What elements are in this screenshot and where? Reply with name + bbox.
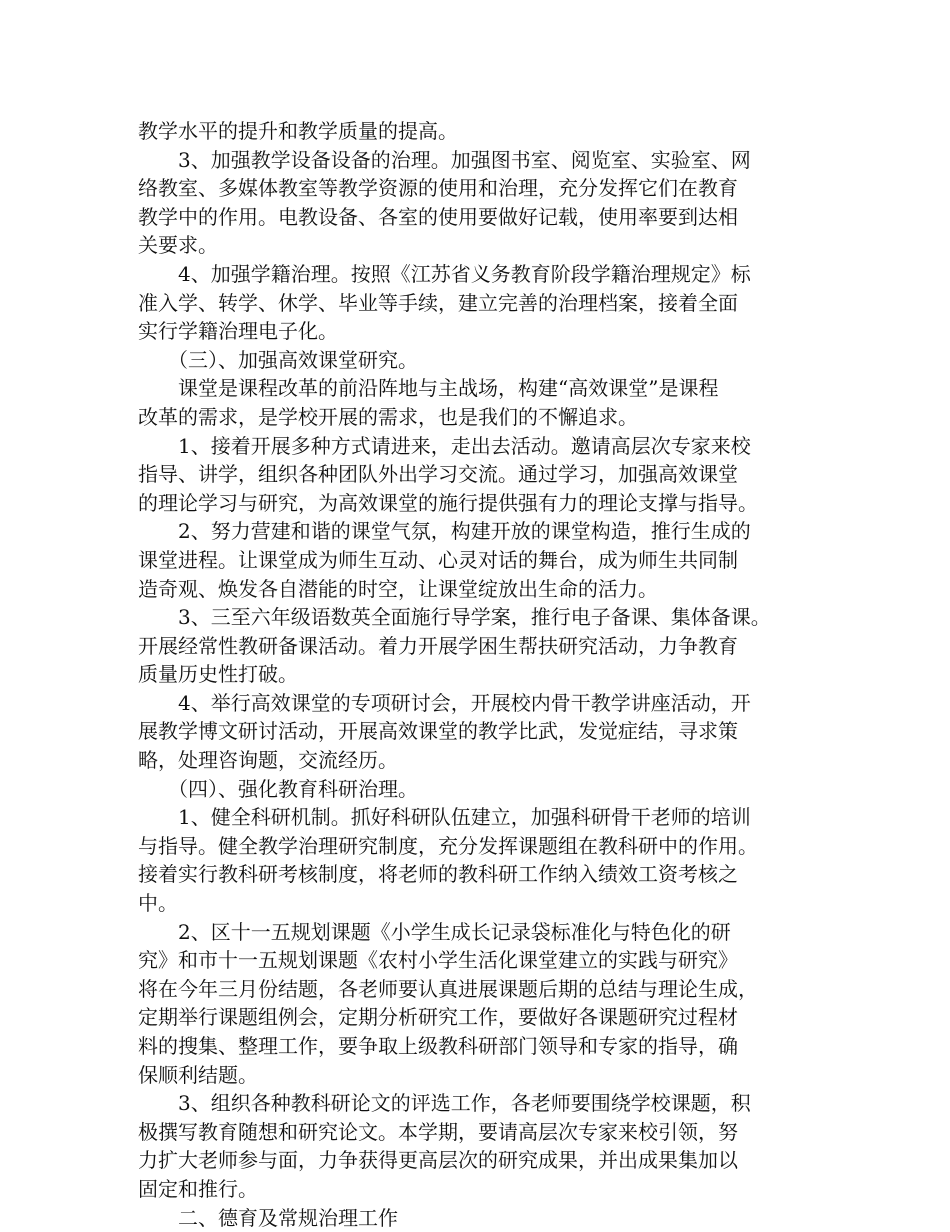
text-line: 3、加强教学设备设备的治理。加强图书室、阅览室、实验室、网 [138, 147, 751, 172]
text-line: 络教室、多媒体教室等教学资源的使用和治理，充分发挥它们在教育 [138, 176, 738, 201]
text-line: 教学水平的提升和教学质量的提高。 [138, 119, 458, 143]
text-line: 中。 [138, 891, 178, 916]
text-line: 固定和推行。 [138, 1176, 258, 1201]
text-line: 4、举行高效课堂的专项研讨会，开展校内骨干教学讲座活动，开 [138, 690, 751, 715]
text-line: 极撰写教育随想和研究论文。本学期，要请高层次专家来校引领，努 [138, 1119, 738, 1144]
text-line: 力扩大老师参与面，力争获得更高层次的研究成果，并出成果集加以 [138, 1148, 738, 1173]
text-line: 的理论学习与研究，为高效课堂的施行提供强有力的理论支撑与指导。 [138, 490, 758, 515]
text-line: 定期举行课题组例会，定期分析研究工作，要做好各课题研究过程材 [138, 1005, 738, 1030]
text-line: 开展经常性教研备课活动。着力开展学困生帮扶研究活动，力争教育 [138, 633, 738, 658]
text-line: 指导、讲学，组织各种团队外出学习交流。通过学习，加强高效课堂 [138, 462, 738, 487]
text-line: 3、三至六年级语数英全面施行导学案，推行电子备课、集体备课。 [138, 605, 771, 630]
text-line: 质量历史性打破。 [138, 662, 298, 687]
text-line: 将在今年三月份结题，各老师要认真进展课题后期的总结与理论生成， [138, 976, 758, 1001]
document-body [138, 117, 818, 1232]
text-line: 2、区十一五规划课题《小学生成长记录袋标准化与特色化的研 [138, 919, 731, 944]
section-heading: 二、德育及常规治理工作 [138, 1205, 398, 1230]
text-line: 教学中的作用。电教设备、各室的使用要做好记载，使用率要到达相 [138, 204, 738, 229]
text-line: 4、加强学籍治理。按照《江苏省义务教育阶段学籍治理规定》标 [138, 261, 751, 286]
text-line: 略，处理咨询题，交流经历。 [138, 748, 398, 773]
text-line: 造奇观、焕发各自潜能的时空，让课堂绽放出生命的活力。 [138, 576, 658, 601]
text-line: 与指导。健全教学治理研究制度，充分发挥课题组在教科研中的作用。 [138, 833, 758, 858]
text-line: 课堂进程。让课堂成为师生互动、心灵对话的舞台，成为师生共同制 [138, 547, 738, 572]
text-line: 实行学籍治理电子化。 [138, 319, 338, 344]
text-line: 保顺利结题。 [138, 1062, 258, 1087]
text-line: 3、组织各种教科研论文的评选工作，各老师要围绕学校课题，积 [138, 1091, 751, 1116]
text-line: 关要求。 [138, 233, 218, 258]
text-line: 准入学、转学、休学、毕业等手续，建立完善的治理档案，接着全面 [138, 290, 738, 315]
text-line: 究》和市十一五规划课题《农村小学生活化课堂建立的实践与研究》 [138, 948, 738, 973]
text-line: 改革的需求，是学校开展的需求，也是我们的不懈追求。 [138, 404, 638, 429]
text-line: 料的搜集、整理工作，要争取上级教科研部门领导和专家的指导，确 [138, 1034, 738, 1058]
text-line: 课堂是课程改革的前沿阵地与主战场，构建“高效课堂”是课程 [138, 376, 719, 401]
text-line: 1、健全科研机制。抓好科研队伍建立，加强科研骨干老师的培训 [138, 805, 751, 830]
text-line: 2、努力营建和谐的课堂气氛，构建开放的课堂构造，推行生成的 [138, 519, 751, 544]
text-line: 1、接着开展多种方式请进来，走出去活动。邀请高层次专家来校 [138, 433, 751, 458]
section-heading: （三）、加强高效课堂研究。 [138, 347, 418, 372]
text-line: 展教学博文研讨活动，开展高效课堂的教学比武，发觉症结，寻求策 [138, 719, 738, 744]
text-line: 接着实行教科研考核制度，将老师的教科研工作纳入绩效工资考核之 [138, 862, 738, 887]
section-heading: （四）、强化教育科研治理。 [138, 776, 418, 801]
